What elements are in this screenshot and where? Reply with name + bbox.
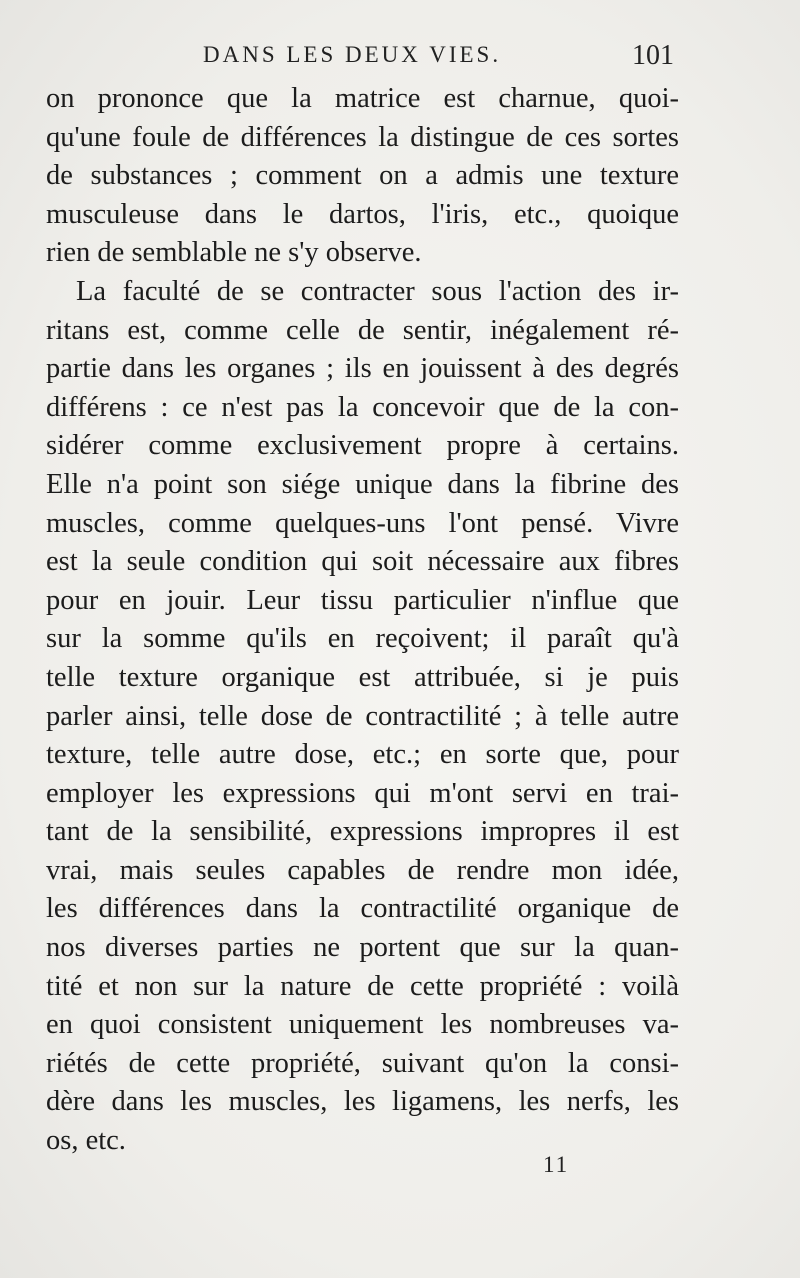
signature-mark: 11	[543, 1152, 570, 1177]
text-line: os, etc.	[46, 1125, 126, 1157]
text-line: est la seule condition qui soit nécessaire aux fibres	[46, 546, 679, 578]
text-line: muscles, comme quelques-uns l'ont pensé. Vivre	[46, 507, 679, 539]
text-line: pour en jouir. Leur tissu particulier n'influe que	[46, 584, 679, 616]
text-line: telle texture organique est attribuée, si je puis	[46, 661, 679, 693]
text-line: en quoi consistent uniquement les nombreuses va-	[46, 1009, 679, 1041]
text-line: partie dans les organes ; ils en jouissent à des degrés	[46, 353, 679, 385]
page-header	[0, 38, 800, 78]
text-line: Elle n'a point son siége unique dans la fibrine des	[46, 468, 679, 500]
page-number: 101	[632, 40, 674, 71]
text-line: différens : ce n'est pas la concevoir que de la con-	[46, 391, 679, 423]
text-line: qu'une foule de différences la distingue de ces sortes	[46, 121, 679, 153]
text-line: employer les expressions qui m'ont servi en trai-	[46, 777, 679, 809]
paragraph-start-line: La faculté de se contracter sous l'action des ir-	[76, 275, 679, 307]
running-title: DANS LES DEUX VIES.	[203, 42, 502, 67]
body-text	[46, 80, 679, 1161]
text-line: dère dans les muscles, les ligamens, les nerfs, les	[46, 1086, 679, 1118]
text-line: tant de la sensibilité, expressions impropres il est	[46, 816, 679, 848]
text-line: vrai, mais seules capables de rendre mon idée,	[46, 854, 679, 886]
text-line: de substances ; comment on a admis une texture	[46, 160, 679, 192]
text-line: sidérer comme exclusivement propre à certains.	[46, 430, 679, 462]
text-line: riétés de cette propriété, suivant qu'on la consi-	[46, 1047, 679, 1079]
text-line: ritans est, comme celle de sentir, inégalement ré-	[46, 314, 679, 346]
text-line: texture, telle autre dose, etc.; en sorte que, pour	[46, 739, 679, 771]
text-line: on prononce que la matrice est charnue, quoi-	[46, 83, 679, 114]
text-line: les différences dans la contractilité organique de	[46, 893, 679, 925]
text-line: rien de semblable ne s'y observe.	[46, 237, 422, 269]
text-line: sur la somme qu'ils en reçoivent; il paraît qu'à	[46, 623, 679, 655]
text-line: parler ainsi, telle dose de contractilité ; à telle autre	[46, 700, 679, 732]
text-line: musculeuse dans le dartos, l'iris, etc., quoique	[46, 198, 679, 230]
text-line: tité et non sur la nature de cette propriété : voilà	[46, 970, 679, 1002]
text-line: nos diverses parties ne portent que sur la quan-	[46, 932, 679, 964]
